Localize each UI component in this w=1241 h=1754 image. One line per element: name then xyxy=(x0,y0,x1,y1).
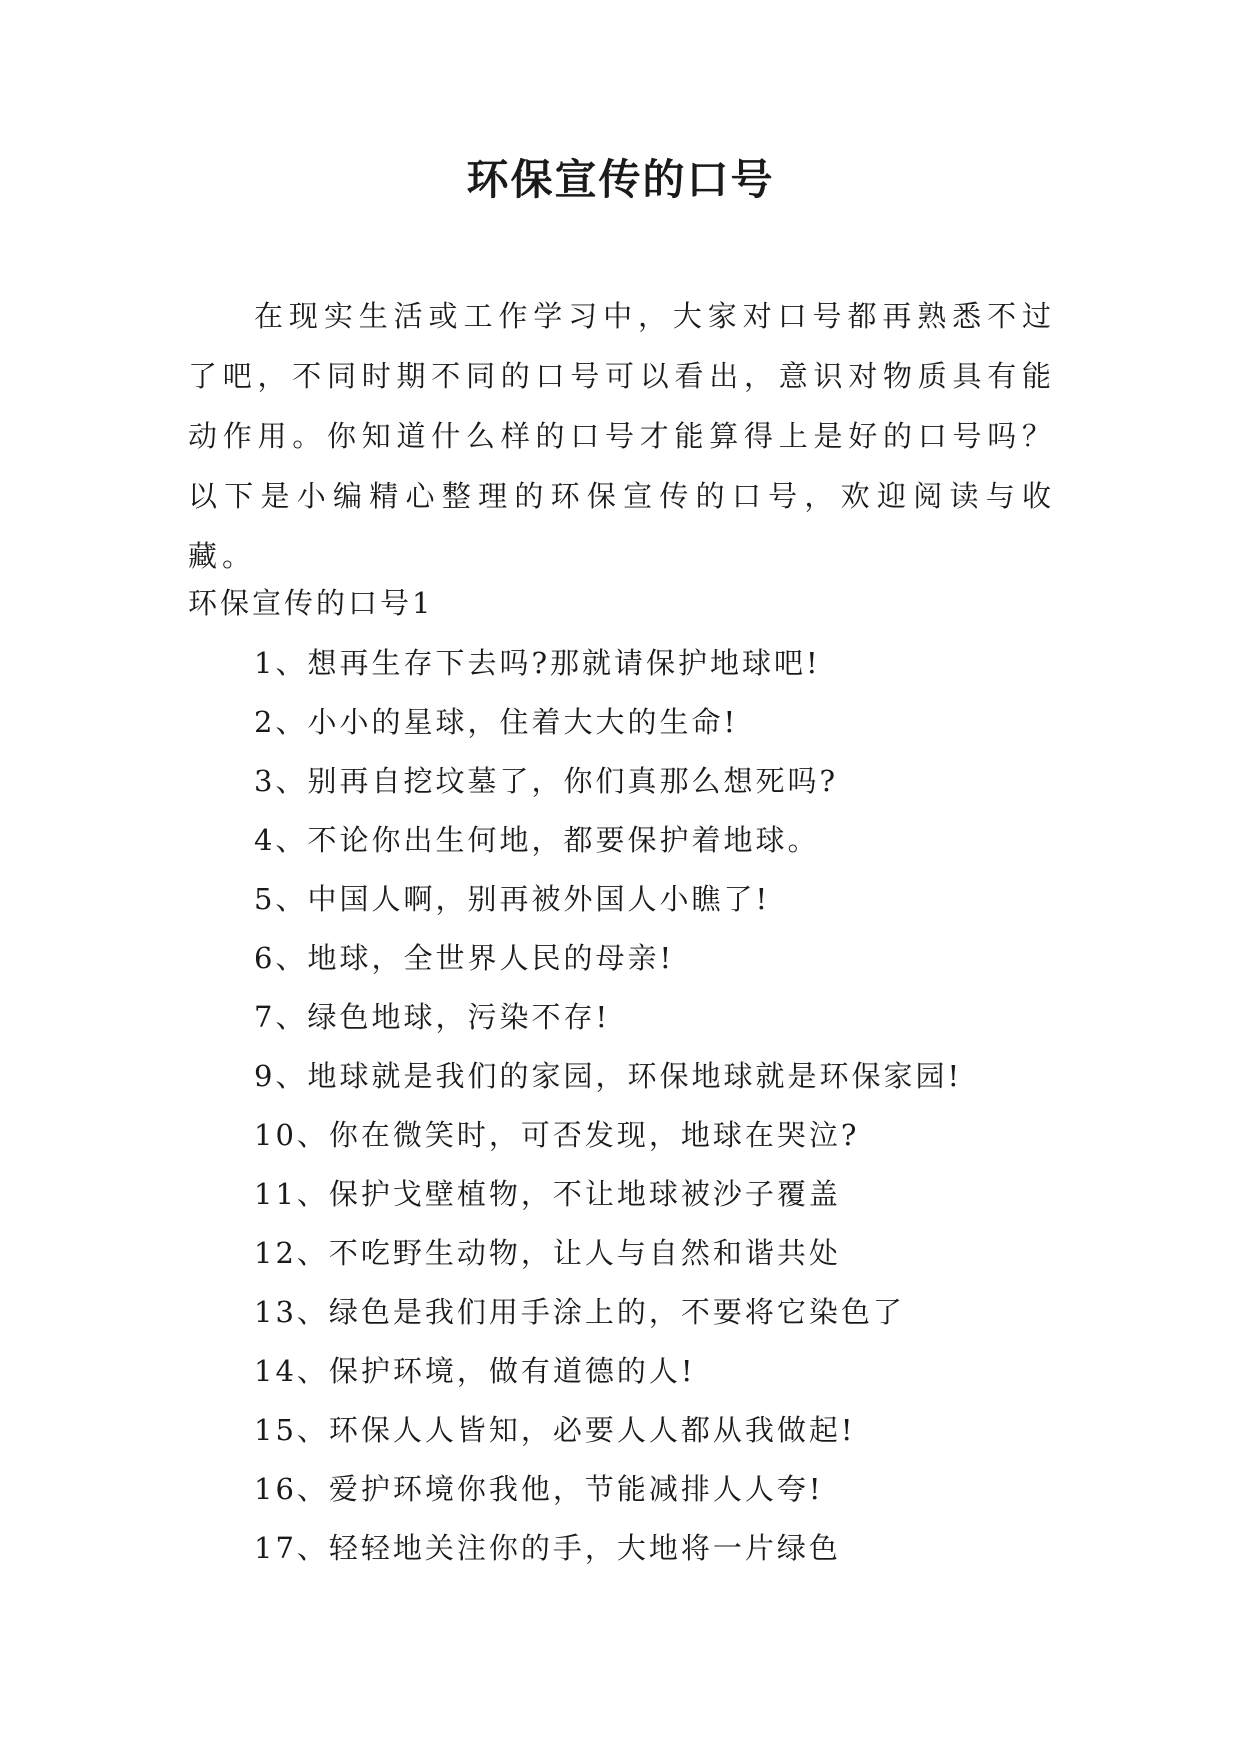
slogan-item: 11、保护戈壁植物，不让地球被沙子覆盖 xyxy=(254,1177,841,1211)
slogan-item: 15、环保人人皆知，必要人人都从我做起! xyxy=(254,1413,856,1447)
intro-paragraph: 在现实生活或工作学习中，大家对口号都再熟悉不过了吧，不同时期不同的口号可以看出，意识对物质具有能动作用。你知道什么样的口号才能算得上是好的口号吗？以下是小编精心整理的环保宣传的口号，欢迎阅读与收藏。 xyxy=(188,299,1056,573)
slogan-item: 10、你在微笑时，可否发现，地球在哭泣? xyxy=(254,1118,860,1152)
slogan-item: 5、中国人啊，别再被外国人小瞧了! xyxy=(254,882,771,916)
slogan-item: 16、爱护环境你我他，节能减排人人夸! xyxy=(254,1472,824,1506)
document-title: 环保宣传的口号 xyxy=(466,155,775,204)
slogan-item: 17、轻轻地关注你的手，大地将一片绿色 xyxy=(254,1531,841,1565)
slogan-item: 3、别再自挖坟墓了，你们真那么想死吗? xyxy=(254,764,838,798)
slogan-item: 7、绿色地球，污染不存! xyxy=(254,1000,611,1034)
section-heading: 环保宣传的口号1 xyxy=(188,586,434,620)
slogan-item: 12、不吃野生动物，让人与自然和谐共处 xyxy=(254,1236,841,1270)
slogan-item: 9、地球就是我们的家园，环保地球就是环保家园! xyxy=(254,1059,963,1093)
slogan-item: 6、地球，全世界人民的母亲! xyxy=(254,941,675,975)
slogan-item: 13、绿色是我们用手涂上的，不要将它染色了 xyxy=(254,1295,905,1329)
slogan-item: 2、小小的星球，住着大大的生命! xyxy=(254,705,739,739)
slogan-item: 1、想再生存下去吗?那就请保护地球吧! xyxy=(254,646,821,680)
slogan-item: 4、不论你出生何地，都要保护着地球。 xyxy=(254,823,820,857)
slogan-item: 14、保护环境，做有道德的人! xyxy=(254,1354,696,1388)
slogan-list xyxy=(254,638,962,1582)
